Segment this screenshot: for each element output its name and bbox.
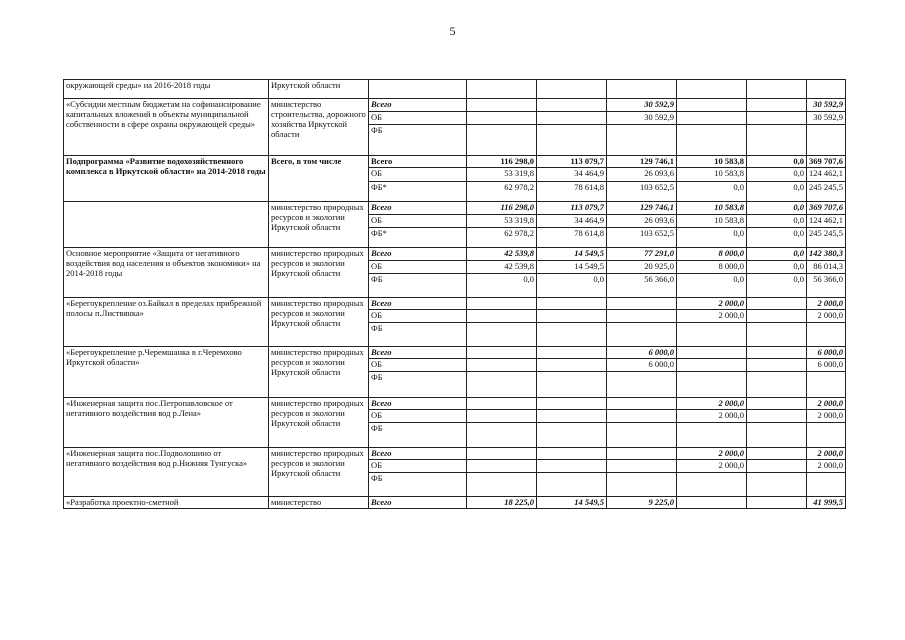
year-value-cell (467, 359, 537, 372)
year-value-cell: 14 549,5 (537, 261, 607, 274)
executor-cell: министерство строительства, дорожного хозяйства Иркутской области (269, 99, 369, 156)
year-value-cell (537, 112, 607, 125)
total-value-cell: 245 245,5 (807, 182, 846, 202)
year-value-cell: 113 079,7 (537, 156, 607, 168)
measure-name-cell (64, 202, 269, 248)
year-value-cell (747, 125, 807, 156)
year-value-cell: 10 583,8 (677, 202, 747, 215)
table-row (64, 398, 846, 410)
year-value-cell: 14 549,5 (537, 248, 607, 261)
year-value-cell: 30 592,9 (607, 112, 677, 125)
year-value-cell (607, 310, 677, 323)
year-value-cell (747, 359, 807, 372)
funding-source-cell: ОБ (369, 168, 467, 182)
funding-source-cell: Всего (369, 99, 467, 112)
total-value-cell: 124 462,1 (807, 168, 846, 182)
year-value-cell: 8 000,0 (677, 261, 747, 274)
year-value-cell (607, 398, 677, 410)
total-value-cell: 369 707,6 (807, 156, 846, 168)
year-value-cell (537, 410, 607, 423)
year-value-cell: 0,0 (747, 168, 807, 182)
year-value-cell (607, 410, 677, 423)
funding-source-cell: ФБ* (369, 228, 467, 248)
year-value-cell: 0,0 (747, 274, 807, 298)
year-value-cell: 26 093,6 (607, 168, 677, 182)
total-value-cell (807, 423, 846, 448)
year-value-cell (537, 125, 607, 156)
year-value-cell (747, 423, 807, 448)
funding-source-cell: ФБ* (369, 182, 467, 202)
measure-name-cell: «Инженерная защита пос.Подволошино от негативного воздействия вод р.Нижняя Тунгуска» (64, 448, 269, 497)
funding-source-cell: ФБ (369, 125, 467, 156)
budget-table (63, 79, 846, 509)
year-value-cell (747, 473, 807, 497)
measure-name-cell: «Берегоукрепление оз.Байкал в пределах прибрежной полосы п.Листвянка» (64, 298, 269, 347)
year-value-cell: 9 225,0 (607, 497, 677, 509)
total-value-cell: 6 000,0 (807, 347, 846, 359)
year-value-cell (677, 423, 747, 448)
year-value-cell: 34 464,9 (537, 168, 607, 182)
funding-source-cell: Всего (369, 398, 467, 410)
funding-source-cell: ОБ (369, 410, 467, 423)
funding-source-cell: Всего (369, 156, 467, 168)
total-value-cell (807, 80, 846, 99)
table-row (64, 99, 846, 112)
year-value-cell (537, 423, 607, 448)
year-value-cell: 18 225,0 (467, 497, 537, 509)
year-value-cell (747, 448, 807, 460)
year-value-cell (467, 448, 537, 460)
year-value-cell (467, 112, 537, 125)
year-value-cell (537, 310, 607, 323)
measure-name-cell: окружающей среды» на 2016-2018 годы (64, 80, 269, 99)
year-value-cell: 78 614,8 (537, 182, 607, 202)
year-value-cell: 0,0 (747, 248, 807, 261)
executor-cell: министерство природных ресурсов и экологии Иркутской области (269, 398, 369, 448)
year-value-cell (467, 372, 537, 398)
total-value-cell: 142 380,3 (807, 248, 846, 261)
funding-source-cell: ФБ (369, 473, 467, 497)
year-value-cell (607, 125, 677, 156)
table-row (64, 202, 846, 215)
year-value-cell (747, 398, 807, 410)
total-value-cell: 56 366,0 (807, 274, 846, 298)
year-value-cell (467, 460, 537, 473)
year-value-cell (537, 460, 607, 473)
funding-source-cell: ОБ (369, 359, 467, 372)
total-value-cell: 2 000,0 (807, 398, 846, 410)
year-value-cell (537, 359, 607, 372)
year-value-cell (537, 372, 607, 398)
funding-source-cell: ОБ (369, 112, 467, 125)
year-value-cell: 62 978,2 (467, 228, 537, 248)
year-value-cell: 0,0 (747, 182, 807, 202)
year-value-cell: 77 291,0 (607, 248, 677, 261)
table-row (64, 298, 846, 310)
year-value-cell: 103 652,5 (607, 228, 677, 248)
year-value-cell: 10 583,8 (677, 156, 747, 168)
year-value-cell: 2 000,0 (677, 298, 747, 310)
total-value-cell: 2 000,0 (807, 310, 846, 323)
year-value-cell: 0,0 (537, 274, 607, 298)
year-value-cell: 0,0 (747, 202, 807, 215)
year-value-cell (467, 310, 537, 323)
table-row (64, 248, 846, 261)
year-value-cell: 129 746,1 (607, 156, 677, 168)
funding-source-cell: Всего (369, 448, 467, 460)
year-value-cell: 0,0 (677, 274, 747, 298)
year-value-cell: 6 000,0 (607, 359, 677, 372)
executor-cell: министерство природных ресурсов и экологии Иркутской области (269, 248, 369, 298)
table-row (64, 448, 846, 460)
year-value-cell (607, 323, 677, 347)
year-value-cell: 62 978,2 (467, 182, 537, 202)
funding-source-cell: ОБ (369, 310, 467, 323)
year-value-cell (537, 473, 607, 497)
table-row (64, 156, 846, 168)
year-value-cell (607, 298, 677, 310)
year-value-cell (677, 473, 747, 497)
year-value-cell (467, 423, 537, 448)
executor-cell: министерство природных ресурсов и экологии Иркутской области (269, 347, 369, 398)
year-value-cell (747, 372, 807, 398)
year-value-cell: 103 652,5 (607, 182, 677, 202)
total-value-cell: 124 462,1 (807, 215, 846, 228)
year-value-cell (537, 99, 607, 112)
year-value-cell: 2 000,0 (677, 310, 747, 323)
funding-source-cell (369, 80, 467, 99)
year-value-cell: 14 549,5 (537, 497, 607, 509)
year-value-cell: 116 298,0 (467, 156, 537, 168)
year-value-cell: 26 093,6 (607, 215, 677, 228)
year-value-cell: 30 592,9 (607, 99, 677, 112)
year-value-cell (467, 99, 537, 112)
funding-source-cell: ОБ (369, 215, 467, 228)
budget-table-body (64, 80, 846, 509)
measure-name-cell: «Субсидии местным бюджетам на софинансирование капитальных вложений в объекты муниципальной собственности в сфере охраны окружающей среды» (64, 99, 269, 156)
total-value-cell: 41 999,5 (807, 497, 846, 509)
measure-name-cell: «Разработка проектно-сметной (64, 497, 269, 509)
year-value-cell: 0,0 (747, 261, 807, 274)
measure-name-cell: «Инженерная защита пос.Петропавловское от негативного воздействия вод р.Лена» (64, 398, 269, 448)
total-value-cell: 2 000,0 (807, 410, 846, 423)
year-value-cell (467, 347, 537, 359)
measure-name-cell: «Берегоукрепление р.Черемшанка в г.Черемхово Иркутской области» (64, 347, 269, 398)
total-value-cell: 2 000,0 (807, 448, 846, 460)
year-value-cell (467, 125, 537, 156)
year-value-cell (607, 423, 677, 448)
year-value-cell (677, 497, 747, 509)
table-row (64, 497, 846, 509)
year-value-cell: 2 000,0 (677, 410, 747, 423)
year-value-cell: 0,0 (677, 228, 747, 248)
year-value-cell: 113 079,7 (537, 202, 607, 215)
year-value-cell (747, 99, 807, 112)
funding-source-cell: Всего (369, 298, 467, 310)
year-value-cell: 0,0 (747, 228, 807, 248)
year-value-cell (677, 359, 747, 372)
table-row (64, 347, 846, 359)
year-value-cell: 53 319,8 (467, 168, 537, 182)
measure-name-cell: Основное мероприятие «Защита от негативного воздействия вод населения и объектов экономики» на 2014-2018 годы (64, 248, 269, 298)
year-value-cell: 10 583,8 (677, 168, 747, 182)
total-value-cell: 369 707,6 (807, 202, 846, 215)
total-value-cell: 2 000,0 (807, 298, 846, 310)
year-value-cell (677, 347, 747, 359)
year-value-cell (747, 347, 807, 359)
total-value-cell: 30 592,9 (807, 99, 846, 112)
year-value-cell: 2 000,0 (677, 460, 747, 473)
funding-source-cell: Всего (369, 202, 467, 215)
year-value-cell (537, 448, 607, 460)
year-value-cell: 42 539,8 (467, 261, 537, 274)
year-value-cell (607, 473, 677, 497)
year-value-cell (747, 460, 807, 473)
year-value-cell: 42 539,8 (467, 248, 537, 261)
year-value-cell: 20 925,0 (607, 261, 677, 274)
executor-cell: министерство природных ресурсов и экологии Иркутской области (269, 298, 369, 347)
year-value-cell (607, 80, 677, 99)
funding-source-cell: ОБ (369, 261, 467, 274)
year-value-cell (537, 298, 607, 310)
year-value-cell: 6 000,0 (607, 347, 677, 359)
year-value-cell (747, 410, 807, 423)
executor-cell: министерство (269, 497, 369, 509)
funding-source-cell: ФБ (369, 372, 467, 398)
table-row (64, 80, 846, 99)
total-value-cell: 245 245,5 (807, 228, 846, 248)
year-value-cell: 78 614,8 (537, 228, 607, 248)
executor-cell: министерство природных ресурсов и экологии Иркутской области (269, 202, 369, 248)
year-value-cell: 2 000,0 (677, 448, 747, 460)
year-value-cell (677, 323, 747, 347)
year-value-cell (537, 347, 607, 359)
year-value-cell (747, 298, 807, 310)
year-value-cell (677, 80, 747, 99)
measure-name-cell: Подпрограмма «Развитие водохозяйственного комплекса в Иркутской области» на 2014-2018 годы (64, 156, 269, 202)
year-value-cell (467, 80, 537, 99)
executor-cell: министерство природных ресурсов и экологии Иркутской области (269, 448, 369, 497)
funding-source-cell: ОБ (369, 460, 467, 473)
total-value-cell (807, 372, 846, 398)
year-value-cell: 0,0 (467, 274, 537, 298)
year-value-cell (607, 460, 677, 473)
year-value-cell (467, 298, 537, 310)
year-value-cell (747, 323, 807, 347)
year-value-cell (467, 473, 537, 497)
total-value-cell (807, 473, 846, 497)
year-value-cell (747, 310, 807, 323)
funding-source-cell: Всего (369, 347, 467, 359)
page-number: 5 (449, 24, 456, 38)
year-value-cell (677, 372, 747, 398)
year-value-cell (607, 448, 677, 460)
year-value-cell: 0,0 (677, 182, 747, 202)
total-value-cell (807, 125, 846, 156)
executor-cell: Иркутской области (269, 80, 369, 99)
year-value-cell (537, 398, 607, 410)
year-value-cell (467, 323, 537, 347)
total-value-cell: 30 592,9 (807, 112, 846, 125)
total-value-cell: 86 014,3 (807, 261, 846, 274)
year-value-cell: 0,0 (747, 156, 807, 168)
year-value-cell: 10 583,8 (677, 215, 747, 228)
year-value-cell: 116 298,0 (467, 202, 537, 215)
year-value-cell: 34 464,9 (537, 215, 607, 228)
year-value-cell (747, 80, 807, 99)
year-value-cell: 56 366,0 (607, 274, 677, 298)
year-value-cell (537, 323, 607, 347)
year-value-cell (607, 372, 677, 398)
year-value-cell: 53 319,8 (467, 215, 537, 228)
year-value-cell: 0,0 (747, 215, 807, 228)
year-value-cell (747, 112, 807, 125)
funding-source-cell: Всего (369, 248, 467, 261)
year-value-cell (677, 125, 747, 156)
year-value-cell: 2 000,0 (677, 398, 747, 410)
executor-cell: Всего, в том числе (269, 156, 369, 202)
year-value-cell (677, 99, 747, 112)
year-value-cell (467, 398, 537, 410)
year-value-cell (747, 497, 807, 509)
funding-source-cell: ФБ (369, 323, 467, 347)
year-value-cell (677, 112, 747, 125)
total-value-cell: 6 000,0 (807, 359, 846, 372)
year-value-cell: 8 000,0 (677, 248, 747, 261)
funding-source-cell: ФБ (369, 423, 467, 448)
year-value-cell (467, 410, 537, 423)
funding-source-cell: Всего (369, 497, 467, 509)
year-value-cell (537, 80, 607, 99)
total-value-cell: 2 000,0 (807, 460, 846, 473)
funding-source-cell: ФБ (369, 274, 467, 298)
year-value-cell: 129 746,1 (607, 202, 677, 215)
total-value-cell (807, 323, 846, 347)
